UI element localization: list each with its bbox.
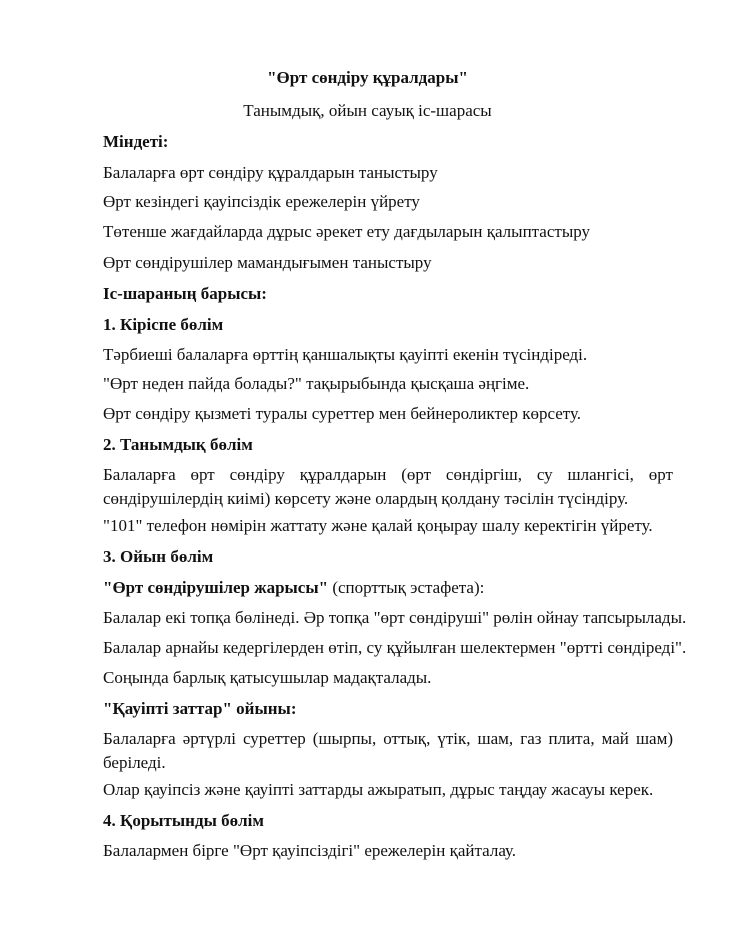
section4-heading: 4. Қорытынды бөлім xyxy=(103,811,264,830)
section2-paragraph: "101" телефон нөмірін жаттату және қалай қоңырау шалу керектігін үйрету. xyxy=(103,516,653,535)
document-title: "Өрт сөндіру құралдары" xyxy=(267,68,468,87)
section1-item: Тәрбиеші балаларға өрттің қаншалықты қауіпті екенін түсіндіреді. xyxy=(103,345,588,364)
game2-paragraph: Балаларға әртүрлі суреттер (шырпы, оттық, үтік, шам, газ плита, май шам) беріледі. xyxy=(103,729,673,772)
section1-item: Өрт сөндіру қызметі туралы суреттер мен бейнероликтер көрсету. xyxy=(103,404,582,423)
objective-item: Төтенше жағдайларда дұрыс әрекет ету дағдыларын қалыптастыру xyxy=(103,222,591,241)
game1-item: Балалар арнайы кедергілерден өтіп, су құйылған шелектермен "өртті сөндіреді". xyxy=(103,638,687,657)
section2-paragraph: Балаларға өрт сөндіру құралдарын (өрт сөндіргіш, су шлангісі, өрт сөндірушілердің киімі) көрсету және олардың қолдану тәсілін түсіндіру. xyxy=(103,465,673,508)
game1-heading xyxy=(103,576,673,600)
document-subtitle: Танымдық, ойын сауық іс-шарасы xyxy=(243,101,492,120)
section3-heading: 3. Ойын бөлім xyxy=(103,547,214,566)
section1-heading: 1. Кіріспе бөлім xyxy=(103,315,224,334)
game1-item: Балалар екі топқа бөлінеді. Әр топқа "өрт сөндіруші" рөлін ойнау тапсырылады. xyxy=(103,608,687,627)
section4-item: Балалармен бірге "Өрт қауіпсіздігі" ережелерін қайталау. xyxy=(103,841,517,860)
game2-heading: "Қауіпті заттар" ойыны: xyxy=(103,699,297,718)
game2-paragraph: Олар қауіпсіз және қауіпті заттарды ажыратып, дұрыс таңдау жасауы керек. xyxy=(103,780,654,799)
objectives-heading: Міндеті: xyxy=(103,132,169,151)
section2-heading: 2. Танымдық бөлім xyxy=(103,435,253,454)
game1-suffix: (спорттық эстафета): xyxy=(328,578,485,597)
game1-item: Соңында барлық қатысушылар мадақталады. xyxy=(103,668,432,687)
progress-heading: Іс-шараның барысы: xyxy=(103,284,267,303)
objective-item: Балаларға өрт сөндіру құралдарын таныстыру xyxy=(103,163,438,182)
objective-item: Өрт сөндірушілер мамандығымен таныстыру xyxy=(103,253,432,272)
objective-item: Өрт кезіндегі қауіпсіздік ережелерін үйрету xyxy=(103,192,420,211)
section1-item: "Өрт неден пайда болады?" тақырыбында қысқаша әңгіме. xyxy=(103,374,530,393)
game1-title: "Өрт сөндірушілер жарысы" xyxy=(103,578,329,597)
